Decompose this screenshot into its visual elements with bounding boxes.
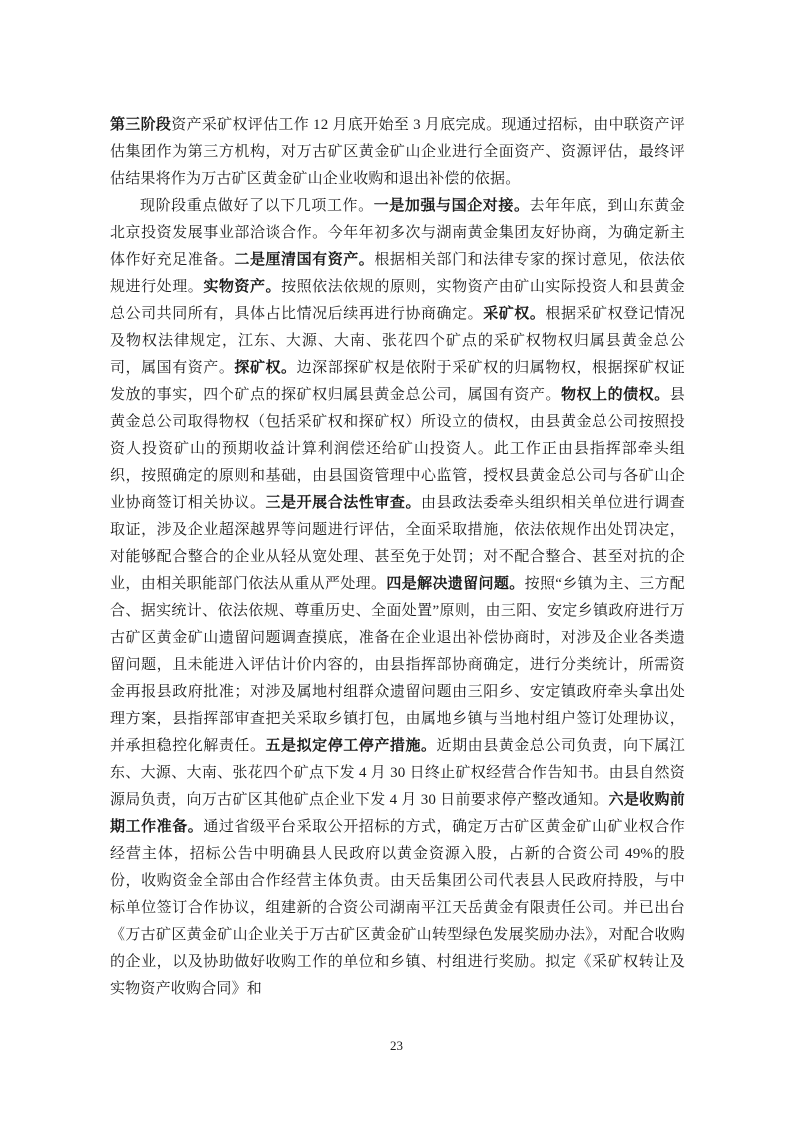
text-run: 根据相关部门和法律专家的探讨意见，依法依规进行处理。 [110, 252, 685, 295]
text-run: 去年年底，到山东黄金北京投资发展事业部洽谈合作。今年年初多次与湖南黄金集团友好协商，为确定新主体作好充足准备。 [110, 198, 685, 268]
text-paragraph [110, 193, 685, 1003]
bold-text-run: 五是拟定停工停产措施。 [265, 738, 437, 754]
text-run: 按照依法依规的原则，实物资产由矿山实际投资人和县黄金总公司共同所有，具体占比情况后续再进行协商确定。 [110, 279, 686, 322]
text-run: 资产采矿权评估工作 12 月底开始至 3 月底完成。现通过招标，由中联资产评估集团作为第三方机构，对万古矿区黄金矿山企业进行全面资产、资源评估，最终评估结果将作为万古矿区黄金矿山企业收购和退出补偿的依据。 [110, 117, 685, 187]
bold-text-run: 物权上的债权。 [560, 387, 670, 403]
text-run: 根据采矿权登记情况及物权法律规定，江东、大源、大南、张花四个矿点的采矿权物权归属县黄金总公司，属国有资产。 [110, 306, 685, 376]
bold-text-run: 一是加强与国企对接。 [373, 198, 530, 214]
text-run: 通过省级平台采取公开招标的方式，确定万古矿区黄金矿山矿业权合作经营主体，招标公告中明确县人民政府以黄金资源入股，占新的合资公司 49%的股份，收购资金全部由合作经营主体负责。由天岳集团公司代表县人民政府持股，与中标单位签订合作协议，组建新的合资公司湖南平江天岳黄金有限责任公司。并已出台《万古矿区黄金矿山企业关于万古矿区黄金矿山转型绿色发展奖励办法》，对配合收购的企业，以及协助做好收购工作的单位和乡镇、村组进行奖励。拟定《采矿权转让及实物资产收购合同》和 [110, 819, 685, 997]
bold-text-run: 六是收购前期工作准备。 [110, 792, 685, 835]
document-body [110, 112, 685, 1003]
text-run: 按照“乡镇为主、三方配合、据实统计、依法依规、尊重历史、全面处置”原则，由三阳、安定乡镇政府进行万古矿区黄金矿山遗留问题调查摸底，准备在企业退出补偿协商时，对涉及企业各类遗留问题，且未能进入评估计价内容的，由县指挥部协商确定，进行分类统计，所需资金再报县政府批准；对涉及属地村组群众遗留问题由三阳乡、安定镇政府牵头拿出处理方案，县指挥部审查把关采取乡镇打包，由属地乡镇与当地村组户签订处理协议，并承担稳控化解责任。 [110, 576, 685, 754]
bold-text-run: 三是开展合法性审查。 [265, 495, 421, 511]
bold-text-run: 四是解决遗留问题。 [386, 576, 525, 592]
text-run: 近期由县黄金总公司负责，向下属江东、大源、大南、张花四个矿点下发 4 月 30 日终止矿权经营合作告知书。由县自然资源局负责，向万古矿区其他矿点企业下发 4 月 30 日前要求停产整改通知。 [110, 738, 685, 808]
bold-text-run: 采矿权。 [483, 306, 546, 322]
page-number: 23 [390, 1038, 403, 1053]
text-run: 边深部探矿权是依附于采矿权的归属物权，根据探矿权证发放的事实，四个矿点的探矿权归属县黄金总公司，属国有资产。 [110, 360, 685, 403]
text-run: 由县政法委牵头组织相关单位进行调查取证，涉及企业超深越界等问题进行评估，全面采取措施，依法依规作出处罚决定，对能够配合整合的企业从轻从宽处理、甚至免于处罚；对不配合整合、甚至对抗的企业，由相关职能部门依法从重从严处理。 [110, 495, 685, 592]
text-run: 现阶段重点做好了以下几项工作。 [140, 198, 374, 214]
bold-text-run: 实物资产。 [203, 279, 282, 295]
bold-text-run: 探矿权。 [234, 360, 297, 376]
text-run: 县黄金总公司取得物权（包括采矿权和探矿权）所设立的债权，由县黄金总公司按照投资人投资矿山的预期收益计算利润偿还给矿山投资人。此工作正由县指挥部牵头组织，按照确定的原则和基础，由县国资管理中心监管，授权县黄金总公司与各矿山企业协商签订相关协议。 [110, 387, 685, 511]
bold-text-run: 二是厘清国有资产。 [234, 252, 375, 268]
text-paragraph [110, 112, 685, 193]
bold-text-run: 第三阶段 [110, 117, 172, 133]
